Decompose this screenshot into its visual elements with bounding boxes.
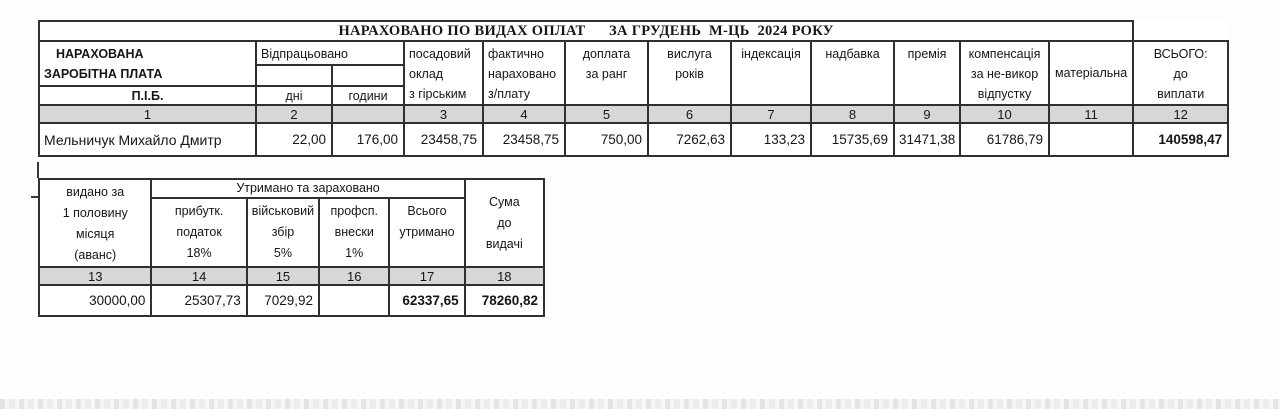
value-union-fees — [319, 285, 389, 316]
col-header-material — [1049, 41, 1133, 105]
value-total-payable: 140598,47 — [1133, 123, 1228, 156]
header-line: виплати — [1157, 87, 1205, 101]
col-header-withheld-group — [151, 179, 464, 198]
value-leave-compensation: 61786,79 — [960, 123, 1049, 156]
value-seniority: 7262,63 — [648, 123, 731, 156]
header-line: 18% — [186, 245, 212, 260]
col-header-income-tax — [151, 198, 246, 267]
header-line: місяця — [76, 227, 115, 241]
header-line: до — [1173, 67, 1188, 81]
col-header-advance — [39, 179, 151, 267]
value-base-salary: 23458,75 — [404, 123, 483, 156]
worked-days-empty-cell — [256, 65, 332, 86]
value-sum-due: 78260,82 — [465, 285, 544, 316]
col-header-actually-accrued — [483, 41, 565, 105]
col-header-seniority — [648, 41, 731, 105]
header-line: надбавка — [825, 47, 880, 61]
value-allowance: 15735,69 — [811, 123, 894, 156]
header-line: посадовий — [409, 47, 471, 61]
header-line: років — [675, 67, 704, 81]
col-header-premium — [894, 41, 960, 105]
col-header-allowance — [811, 41, 894, 105]
column-numbers-row — [39, 105, 1228, 123]
scan-artifact-line — [37, 162, 39, 178]
header-line: вислуга — [667, 47, 712, 61]
header-line: 1% — [345, 245, 364, 260]
table-title-row — [39, 21, 1228, 41]
header-line: дні — [285, 88, 303, 103]
column-number — [332, 105, 404, 123]
header-line: ВСЬОГО: — [1153, 47, 1208, 61]
header-line: матеріальна — [1055, 66, 1128, 80]
col-header-indexation — [731, 41, 811, 105]
value-hours: 176,00 — [332, 123, 404, 156]
deductions-data-row — [39, 285, 544, 316]
header-line: 1 половину — [62, 206, 128, 220]
column-numbers-row — [39, 267, 544, 285]
col-header-total-payable — [1133, 41, 1228, 105]
col-header-rank-bonus — [565, 41, 648, 105]
value-actually-accrued: 23458,75 — [483, 123, 565, 156]
header-line: години — [348, 88, 388, 103]
header-line: видачі — [485, 236, 523, 251]
header-line: індексація — [741, 47, 801, 61]
header-line: збір — [271, 224, 295, 239]
column-number: 6 — [648, 105, 731, 123]
employee-name: Мельничук Михайло Дмитр — [39, 123, 256, 156]
column-number: 14 — [151, 267, 246, 285]
col-header-hours — [332, 86, 404, 105]
value-rank-bonus: 750,00 — [565, 123, 648, 156]
accruals-table — [38, 20, 1229, 157]
column-number: 10 — [960, 105, 1049, 123]
header-line: за не-викор — [970, 67, 1039, 81]
col-header-worked — [256, 41, 404, 65]
column-number: 15 — [247, 267, 319, 285]
column-number: 2 — [256, 105, 332, 123]
header-line: (аванс) — [74, 248, 117, 262]
header-line: видано за — [66, 185, 125, 199]
header-line: до — [497, 215, 512, 230]
column-number: 13 — [39, 267, 151, 285]
header-line: Відпрацьовано — [261, 47, 349, 61]
header-line: за ранг — [585, 67, 628, 81]
col-header-total-withheld — [389, 198, 464, 267]
document-title-cell — [39, 21, 1133, 41]
value-days: 22,00 — [256, 123, 332, 156]
header-line: ЗАРОБІТНА ПЛАТА — [44, 67, 163, 81]
column-number: 5 — [565, 105, 648, 123]
deductions-table — [38, 178, 545, 317]
header-line: НАРАХОВАНА — [56, 47, 144, 61]
col-header-base-salary — [404, 41, 483, 105]
header-line: доплата — [582, 47, 631, 61]
header-line: з/плату — [488, 87, 531, 101]
header-line: оклад — [409, 67, 444, 81]
column-number: 3 — [404, 105, 483, 123]
column-number: 4 — [483, 105, 565, 123]
header-line: компенсація — [968, 47, 1041, 61]
column-number: 9 — [894, 105, 960, 123]
header-line: Всього — [407, 203, 447, 218]
column-number: 18 — [465, 267, 544, 285]
header-line: податок — [176, 224, 222, 239]
header-line: премія — [907, 47, 947, 61]
title-row-empty-corner — [1133, 21, 1228, 41]
col-header-union-fees — [319, 198, 389, 267]
column-number: 1 — [39, 105, 256, 123]
header-line: прибутк. — [174, 203, 224, 218]
column-number: 12 — [1133, 105, 1228, 123]
col-header-military-levy — [247, 198, 319, 267]
col-header-pib — [39, 86, 256, 105]
value-military-levy: 7029,92 — [247, 285, 319, 316]
value-advance: 30000,00 — [39, 285, 151, 316]
value-material — [1049, 123, 1133, 156]
col-header-accrued-salary — [39, 41, 256, 86]
header-line: з гірським — [409, 87, 467, 101]
value-income-tax: 25307,73 — [151, 285, 246, 316]
header-line: профсп. — [330, 203, 378, 218]
scan-artifact-line — [31, 196, 38, 198]
header-line: Утримано та зараховано — [236, 181, 380, 196]
col-header-days — [256, 86, 332, 105]
worked-hours-empty-cell — [332, 65, 404, 86]
col-header-sum-due — [465, 179, 544, 267]
header-line: 5% — [273, 245, 292, 260]
column-number: 8 — [811, 105, 894, 123]
header-line: П.І.Б. — [131, 88, 164, 103]
deductions-header-row-1 — [39, 179, 544, 198]
column-number: 16 — [319, 267, 389, 285]
value-indexation: 133,23 — [731, 123, 811, 156]
column-number: 11 — [1049, 105, 1133, 123]
header-line: фактично — [488, 47, 544, 61]
header-line: військовий — [251, 203, 315, 218]
col-header-leave-compensation — [960, 41, 1049, 105]
header-line: нараховано — [488, 67, 557, 81]
column-number: 7 — [731, 105, 811, 123]
employee-data-row — [39, 123, 1228, 156]
column-number: 17 — [389, 267, 464, 285]
header-line: Сума — [488, 194, 520, 209]
document-title: НАРАХОВАНО ПО ВИДАХ ОПЛАТ ЗА ГРУДЕНЬ М-ЦЬ 2024 РОКУ — [338, 22, 834, 39]
value-total-withheld: 62337,65 — [389, 285, 464, 316]
header-line: відпустку — [977, 87, 1032, 101]
scan-noise-band — [0, 399, 1280, 409]
header-line: внески — [334, 224, 374, 239]
value-premium: 31471,38 — [894, 123, 960, 156]
header-row-1 — [39, 41, 1228, 65]
header-line: утримано — [399, 224, 455, 239]
